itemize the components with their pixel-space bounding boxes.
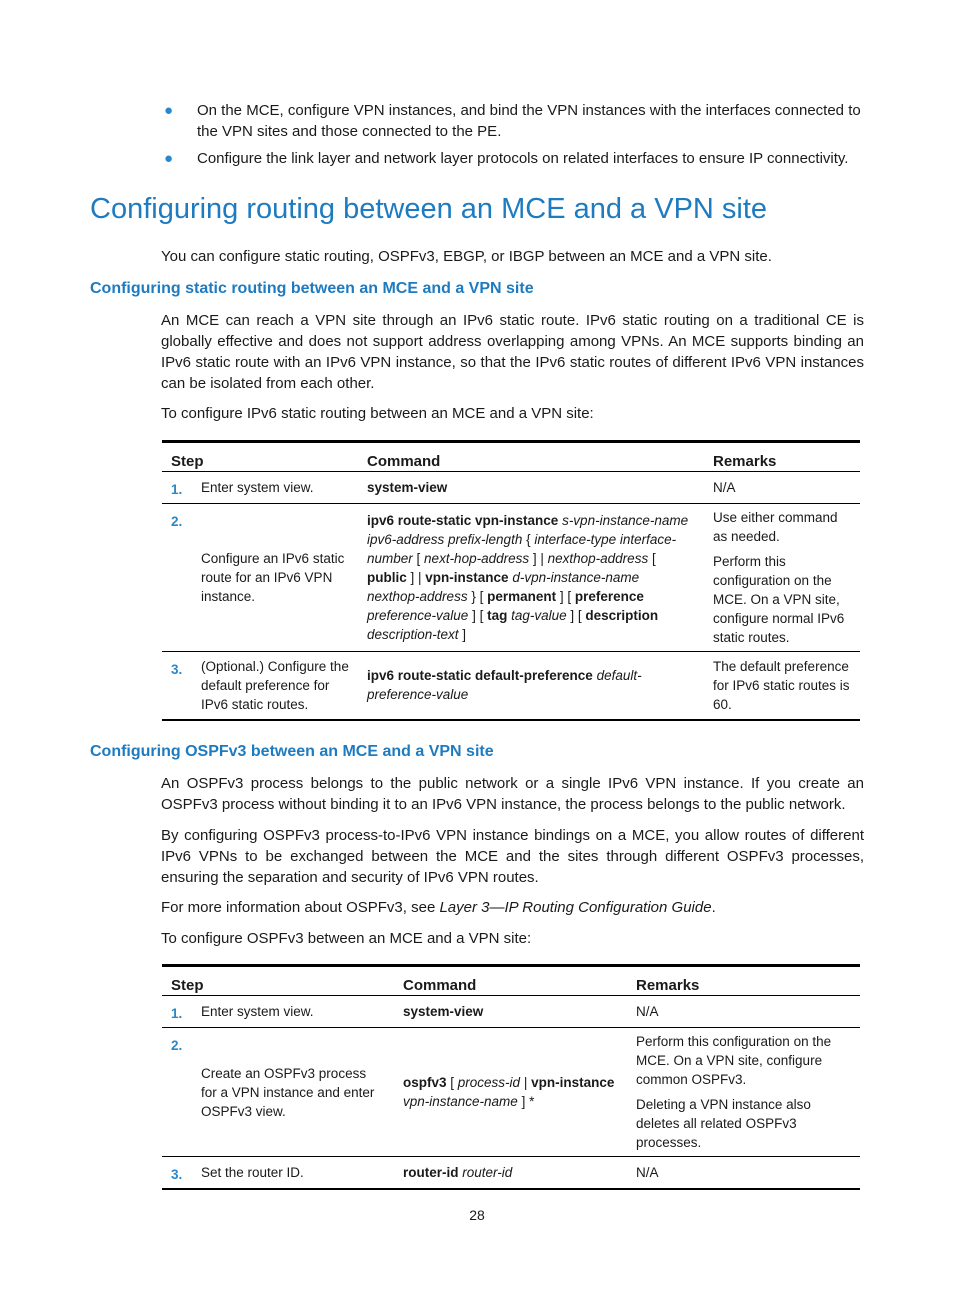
static-routing-table (162, 440, 860, 721)
step-description: Set the router ID. (193, 1157, 394, 1190)
page-number: 28 (469, 1207, 485, 1223)
command-argument: s-vpn-instance-name ipv6-address prefix-length (367, 513, 689, 547)
command-keyword: ospfv3 (403, 1075, 447, 1090)
command-argument: d-vpn-instance-name nexthop-address (367, 570, 640, 604)
command-keyword: vpn-instance (531, 1075, 615, 1090)
remarks-cell (704, 652, 860, 720)
command-keyword: ipv6 route-static vpn-instance (367, 513, 559, 528)
table-row (162, 472, 860, 504)
static-routing-paragraph: An MCE can reach a VPN site through an IPv6 static route. IPv6 static routing on a traditional CE is globally effective and does not support address overlapping among VPNs. An MCE supports binding an IPv6 static route with an IPv6 VPN instance, so that the IPv6 static routes of different IPv6 VPN instances can be isolated from each other. (161, 312, 864, 392)
command-keyword: vpn-instance (425, 570, 509, 585)
step-number: 2. (162, 504, 193, 652)
remark-text: Perform this configuration on the MCE. On a VPN site, configure common OSPFv3. (636, 1034, 832, 1087)
remarks-cell (627, 996, 860, 1028)
bullet-text: On the MCE, configure VPN instances, and bind the VPN instances with the interfaces connected to the VPN sites and those connected to the PE. (197, 102, 861, 140)
command-cell (394, 1028, 627, 1157)
command-syntax: [ (446, 1075, 458, 1090)
remark-text: The default preference for IPv6 static routes is 60. (713, 658, 850, 712)
command-syntax: ] | (529, 551, 548, 566)
remarks-cell (627, 1028, 860, 1157)
table-row (162, 1157, 860, 1190)
command-argument: nexthop-address (547, 551, 649, 566)
column-header-command: Command (394, 966, 627, 996)
command-keyword: permanent (487, 589, 557, 604)
column-header-remarks: Remarks (704, 442, 860, 472)
command-keyword: system-view (367, 480, 448, 495)
intro-bullet-list (160, 100, 866, 175)
command-syntax: ] [ (566, 608, 586, 623)
ospfv3-paragraph-2: By configuring OSPFv3 process-to-IPv6 VPN instance bindings on a MCE, you allow routes of different IPv6 VPNs to be exchanged between the MCE and the sites through different OSPFv3 processes, ensuring the separation and security of IPv6 VPN routes. (161, 827, 864, 886)
command-syntax: [ (648, 551, 656, 566)
bullet-dot-icon: ● (164, 102, 174, 119)
command-syntax: ] (458, 627, 467, 642)
reference-guide-title: Layer 3—IP Routing Configuration Guide (439, 899, 712, 916)
command-syntax: ] [ (468, 608, 488, 623)
section-intro: You can configure static routing, OSPFv3, EBGP, or IBGP between an MCE and a VPN site. (161, 248, 772, 265)
command-syntax: ] [ (556, 589, 575, 604)
bullet-item (160, 148, 866, 169)
step-description: (Optional.) Configure the default preference for IPv6 static routes. (193, 652, 358, 720)
command-syntax: | (520, 1075, 532, 1090)
step-description: Create an OSPFv3 process for a VPN instance and enter OSPFv3 view. (193, 1028, 394, 1157)
command-syntax: ] * (517, 1094, 535, 1109)
remarks-cell (704, 504, 860, 652)
command-keyword: ipv6 route-static default-preference (367, 668, 593, 684)
remarks-cell (704, 472, 860, 504)
step-number: 2. (162, 1028, 193, 1157)
ospfv3-heading: Configuring OSPFv3 between an MCE and a VPN site (90, 743, 494, 760)
command-argument: description-text (367, 627, 459, 642)
command-argument: process-id (457, 1075, 521, 1090)
remarks-cell (627, 1157, 860, 1190)
command-cell (394, 1157, 627, 1190)
command-syntax: ] | (406, 570, 426, 585)
command-keyword: preference (574, 589, 644, 604)
step-description: Configure an IPv6 static route for an IPv6 VPN instance. (193, 504, 358, 652)
section-title: Configuring routing between an MCE and a VPN site (90, 193, 768, 225)
command-argument: preference-value (367, 608, 469, 623)
command-argument: interface-type interface-number (367, 532, 677, 566)
command-keyword: tag (487, 608, 508, 623)
command-cell (358, 504, 704, 652)
column-header-step: Step (162, 966, 394, 996)
ospfv3-table-intro: To configure OSPFv3 between an MCE and a VPN site: (161, 930, 532, 947)
ospfv3-table (162, 964, 860, 1190)
command-cell (358, 652, 704, 720)
table-row (162, 1028, 860, 1157)
command-keyword: system-view (403, 1004, 484, 1019)
bullet-dot-icon: ● (164, 150, 174, 167)
command-argument: default-preference-value (367, 668, 642, 703)
ospfv3-reference-paragraph: For more information about OSPFv3, see Layer 3—IP Routing Configuration Guide. (161, 899, 716, 916)
command-keyword: public (367, 570, 407, 585)
bullet-item (160, 100, 866, 142)
command-keyword: description (585, 608, 659, 623)
column-header-remarks: Remarks (627, 966, 860, 996)
command-keyword: router-id (403, 1165, 459, 1180)
ospfv3-paragraph-1: An OSPFv3 process belongs to the public network or a single IPv6 VPN instance. If you create an OSPFv3 process without binding it to an IPv6 VPN instance, the process belongs to the public network. (161, 775, 864, 813)
static-routing-table-intro: To configure IPv6 static routing between an MCE and a VPN site: (161, 405, 594, 422)
command-argument: router-id (462, 1165, 513, 1180)
step-number: 1. (162, 472, 193, 504)
command-syntax: { (522, 532, 535, 547)
static-routing-heading: Configuring static routing between an MCE and a VPN site (90, 280, 534, 297)
step-number: 1. (162, 996, 193, 1028)
command-argument: next-hop-address (424, 551, 530, 566)
remark-text: Deleting a VPN instance also deletes all related OSPFv3 processes. (636, 1097, 811, 1150)
column-header-command: Command (358, 442, 704, 472)
step-number: 3. (162, 652, 193, 720)
table-row (162, 504, 860, 652)
column-header-step: Step (162, 442, 358, 472)
table-row (162, 652, 860, 720)
remark-text: N/A (636, 1165, 659, 1180)
command-syntax: [ (412, 551, 425, 566)
command-cell (358, 472, 704, 504)
bullet-text: Configure the link layer and network layer protocols on related interfaces to ensure IP connectivity. (197, 150, 849, 167)
command-argument: tag-value (511, 608, 567, 623)
step-number: 3. (162, 1157, 193, 1190)
command-syntax: } [ (467, 589, 488, 604)
remark-text: Use either command as needed. (713, 510, 838, 544)
command-cell (394, 996, 627, 1028)
command-argument: vpn-instance-name (403, 1094, 518, 1109)
step-description: Enter system view. (193, 996, 394, 1028)
remark-text: Perform this configuration on the MCE. On a VPN site, configure normal IPv6 static routes. (713, 554, 845, 645)
remark-text: N/A (713, 480, 736, 495)
step-description: Enter system view. (193, 472, 358, 504)
table-row (162, 996, 860, 1028)
remark-text: N/A (636, 1004, 659, 1019)
